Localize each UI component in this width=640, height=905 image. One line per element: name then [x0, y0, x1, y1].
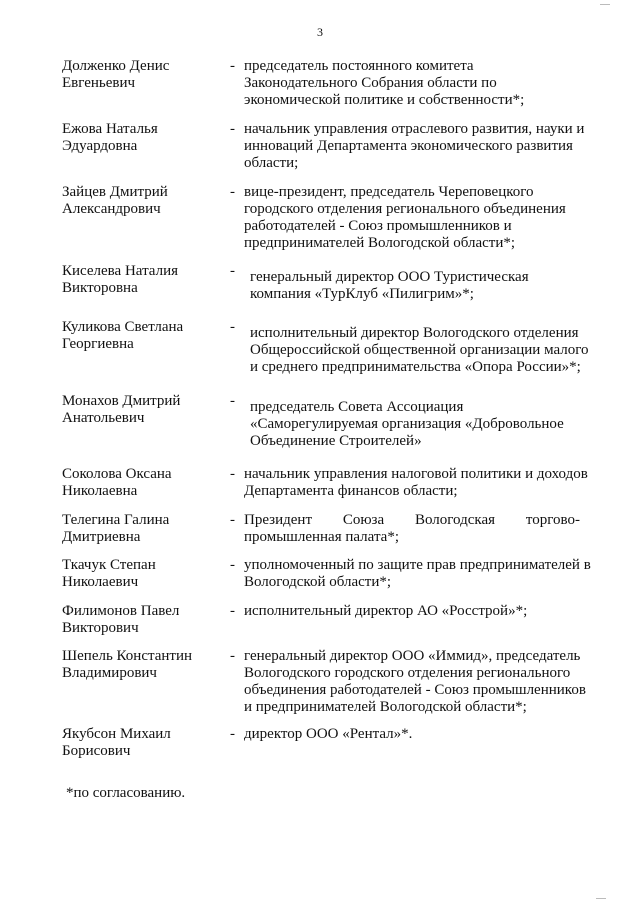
member-position	[250, 269, 606, 303]
member-name	[62, 319, 227, 353]
member-name	[62, 58, 227, 92]
member-position-line: Объединение Строителей»	[250, 433, 422, 449]
member-position-line: объединения работодателей - Союз промышленников	[244, 682, 586, 698]
member-position	[244, 648, 600, 716]
member-name	[62, 393, 227, 427]
dash-separator: -	[230, 726, 235, 742]
member-name-line: Владимирович	[62, 665, 157, 681]
member-position-line: начальник управления отраслевого развития, науки и	[244, 121, 585, 137]
member-position-line: Департамента финансов области;	[244, 483, 458, 499]
member-position-line: Президент Союза Вологодская торгово-	[244, 512, 580, 528]
member-name-line: Эдуардовна	[62, 138, 138, 154]
member-position-line: председатель Совета Ассоциация	[250, 399, 464, 415]
member-position-line: Вологодской области*;	[244, 574, 392, 590]
member-position-line: инноваций Департамента экономического развития	[244, 138, 573, 154]
member-name-line: Викторовна	[62, 280, 138, 296]
member-position-line: экономической политике и собственности*;	[244, 92, 525, 108]
page-number: 3	[317, 25, 323, 39]
dash-separator: -	[230, 121, 235, 137]
member-position	[244, 726, 600, 743]
member-position-line: уполномоченный по защите прав предпринимателей в	[244, 557, 591, 573]
member-position	[244, 512, 580, 546]
member-name-line: Монахов Дмитрий	[62, 393, 181, 409]
member-name-line: Телегина Галина	[62, 512, 170, 528]
member-position-line: «Саморегулируемая организация «Добровольное	[250, 416, 564, 432]
dash-separator: -	[230, 319, 235, 335]
member-position-line: директор ООО «Рентал»*.	[244, 726, 413, 742]
member-position-line: промышленная палата*;	[244, 529, 400, 545]
member-name-line: Николаевич	[62, 574, 139, 590]
member-name-line: Ежова Наталья	[62, 121, 158, 137]
member-position-line: Законодательного Собрания области по	[244, 75, 497, 91]
member-name-line: Евгеньевич	[62, 75, 136, 91]
member-name	[62, 184, 227, 218]
dash-separator: -	[230, 263, 235, 279]
member-name-line: Шепель Константин	[62, 648, 193, 664]
member-name-line: Киселева Наталия	[62, 263, 179, 279]
member-position-line: области;	[244, 155, 299, 171]
member-name-line: Александрович	[62, 201, 161, 217]
member-position	[244, 557, 600, 591]
member-position-line: предпринимателей Вологодской области*;	[244, 235, 516, 251]
member-name-line: Филимонов Павел	[62, 603, 180, 619]
dash-separator: -	[230, 512, 235, 528]
member-name	[62, 121, 227, 155]
member-name-line: Анатольевич	[62, 410, 145, 426]
member-name	[62, 648, 227, 682]
member-position-line: исполнительный директор Вологодского отделения	[250, 325, 579, 341]
member-position-line: генеральный директор ООО Туристическая	[250, 269, 529, 285]
member-name	[62, 512, 227, 546]
dash-separator: -	[230, 603, 235, 619]
member-name	[62, 726, 227, 760]
member-name-line: Якубсон Михаил	[62, 726, 171, 742]
member-name-line: Дмитриевна	[62, 529, 141, 545]
member-name-line: Долженко Денис	[62, 58, 170, 74]
member-name-line: Куликова Светлана	[62, 319, 184, 335]
member-position	[244, 466, 600, 500]
member-name-line: Георгиевна	[62, 336, 134, 352]
member-name-line: Ткачук Степан	[62, 557, 156, 573]
member-name-line: Соколова Оксана	[62, 466, 172, 482]
member-position	[244, 121, 600, 172]
dash-separator: -	[230, 393, 235, 409]
member-name	[62, 603, 227, 637]
member-position-line: и среднего предпринимательства «Опора России»*;	[250, 359, 581, 375]
member-name	[62, 466, 227, 500]
member-position	[250, 399, 606, 450]
member-position-line: Вологодского городского отделения регионального	[244, 665, 571, 681]
member-position	[250, 325, 606, 376]
member-name-line: Зайцев Дмитрий	[62, 184, 168, 200]
member-position-line: компания «ТурКлуб «Пилигрим»*;	[250, 286, 474, 302]
member-position	[244, 603, 600, 620]
dash-separator: -	[230, 184, 235, 200]
dash-separator: -	[230, 648, 235, 664]
scan-edge-mark	[596, 898, 606, 899]
member-position-line: работодателей - Союз промышленников и	[244, 218, 512, 234]
member-name-line: Викторович	[62, 620, 139, 636]
member-name-line: Борисович	[62, 743, 131, 759]
member-position-line: председатель постоянного комитета	[244, 58, 474, 74]
member-position-line: исполнительный директор АО «Росстрой»*;	[244, 603, 528, 619]
member-position-line: вице-президент, председатель Череповецкого	[244, 184, 534, 200]
member-position-line: генеральный директор ООО «Иммид», председатель	[244, 648, 581, 664]
member-name-line: Николаевна	[62, 483, 138, 499]
dash-separator: -	[230, 466, 235, 482]
footnote: *по согласованию.	[66, 785, 186, 801]
member-position-line: и предпринимателей Вологодской области*;	[244, 699, 527, 715]
dash-separator: -	[230, 557, 235, 573]
member-position	[244, 58, 600, 109]
member-position-line: Общероссийской общественной организации малого	[250, 342, 589, 358]
dash-separator: -	[230, 58, 235, 74]
member-position	[244, 184, 600, 252]
member-name	[62, 263, 227, 297]
member-name	[62, 557, 227, 591]
scan-edge-mark	[600, 4, 610, 5]
member-position-line: начальник управления налоговой политики и доходов	[244, 466, 588, 482]
member-position-line: городского отделения регионального объединения	[244, 201, 566, 217]
